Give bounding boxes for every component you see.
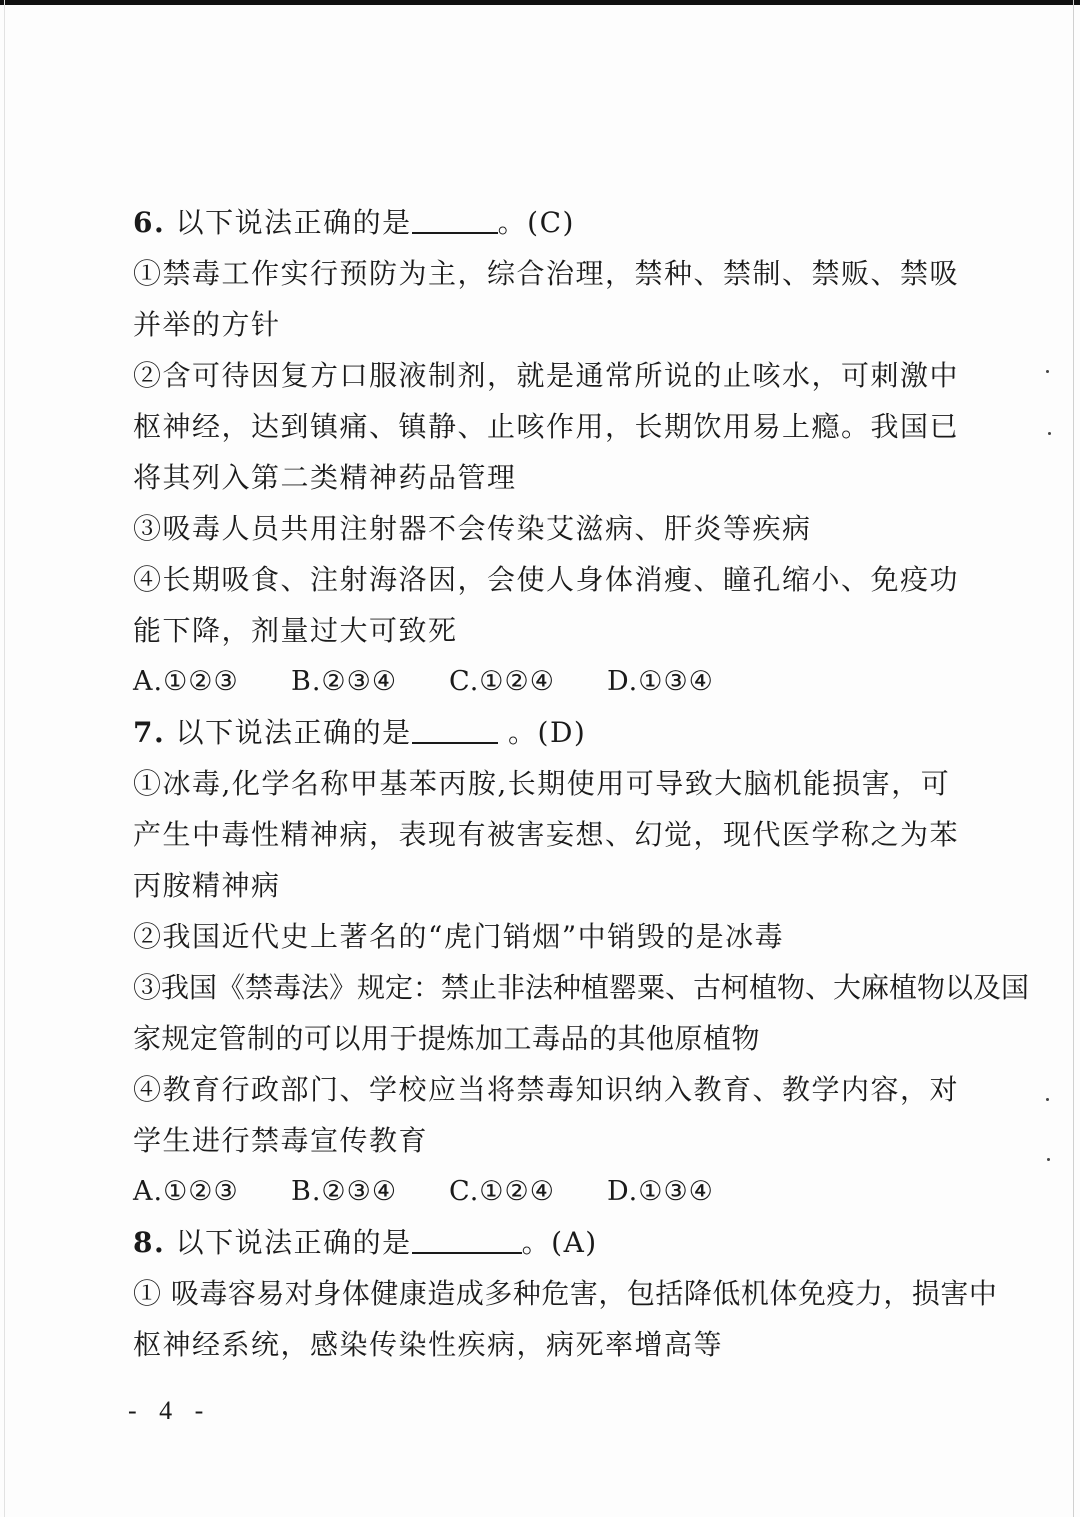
question-7-stem [133,707,948,758]
scan-speck [1047,1158,1050,1161]
answer-blank [412,714,498,744]
scan-speck [1046,370,1049,373]
choice-a: A.①②③ [133,1176,239,1207]
statement-line: ① 吸毒容易对身体健康造成多种危害，包括降低机体免疫力，损害中 [133,1277,998,1310]
question-answer: 。(A) [521,1226,598,1259]
question-7-choices [133,1166,948,1217]
question-content [133,197,1030,1370]
question-answer: 。(C) [497,206,575,239]
choice-a: A.①②③ [133,666,239,697]
statement-line: ①冰毒,化学名称甲基苯丙胺,长期使用可导致大脑机能损害，可 [133,767,951,800]
statement-line: ②含可待因复方口服液制剂，就是通常所说的止咳水，可刺激中 [133,359,960,392]
statement-line: ①禁毒工作实行预防为主，综合治理，禁种、禁制、禁贩、禁吸 [133,257,960,290]
statement-line: 丙胺精神病 [133,869,281,902]
statement-line: ④长期吸食、注射海洛因，会使人身体消瘦、瞳孔缩小、免疫功 [133,563,960,596]
statement-line: 枢神经系统，感染传染性疾病，病死率增高等 [133,1328,724,1361]
statement-line: 将其列入第二类精神药品管理 [133,461,517,494]
left-scan-edge [4,0,5,1517]
choice-b: B.②③④ [291,666,398,697]
statement-line: ④教育行政部门、学校应当将禁毒知识纳入教育、教学内容，对 [133,1073,960,1106]
answer-blank [412,1224,522,1254]
statement-line: 能下降，剂量过大可致死 [133,614,458,647]
question-stem: 以下说法正确的是 [175,1226,412,1259]
question-number: 6. [133,206,166,239]
question-8-stem [133,1217,948,1268]
statement-line: 并举的方针 [133,308,281,341]
statement-line: ③吸毒人员共用注射器不会传染艾滋病、肝炎等疾病 [133,512,812,545]
answer-blank [412,204,498,234]
question-answer: 。(D) [497,716,587,749]
choice-d: D.①③④ [607,666,714,697]
statement-line: 产生中毒性精神病，表现有被害妄想、幻觉，现代医学称之为苯 [133,818,960,851]
statement-line: ②我国近代史上著名的“虎门销烟”中销毁的是冰毒 [133,920,785,953]
question-6-stem [133,197,948,248]
question-number: 7. [133,716,166,749]
statement-line: 学生进行禁毒宣传教育 [133,1124,429,1157]
question-6-choices [133,656,948,707]
scan-speck [1048,432,1051,435]
right-scan-edge [1073,0,1074,1517]
choice-c: C.①②④ [449,1176,555,1207]
choice-b: B.②③④ [291,1176,398,1207]
statement-line: 枢神经，达到镇痛、镇静、止咳作用，长期饮用易上瘾。我国已 [133,410,960,443]
statement-line: 家规定管制的可以用于提炼加工毒品的其他原植物 [133,1022,761,1055]
question-number: 8. [133,1226,166,1259]
question-stem: 以下说法正确的是 [175,206,412,239]
choice-c: C.①②④ [449,666,555,697]
top-border-rule [0,0,1080,5]
choice-d: D.①③④ [607,1176,714,1207]
scan-speck [1046,1098,1049,1101]
statement-line: ③我国《禁毒法》规定：禁止非法种植罂粟、古柯植物、大麻植物以及国 [133,971,1030,1004]
page-number: - 4 - [128,1396,212,1425]
question-stem: 以下说法正确的是 [175,716,412,749]
